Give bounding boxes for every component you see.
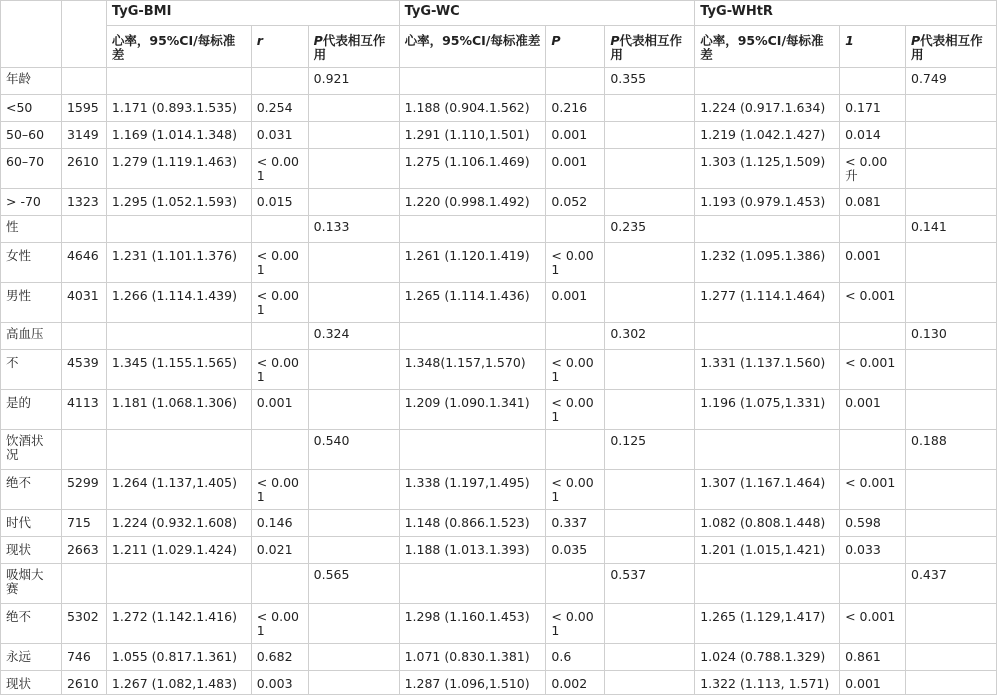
row-label: 50–60 [1,122,62,149]
hr-cell: 1.188 (0.904.1.562) [399,95,546,122]
n-cell [61,68,106,95]
hr-cell [695,216,840,243]
table-row [1,149,997,189]
row-label: > -70 [1,189,62,216]
p-cell [546,430,605,470]
p-interaction-header: P代表相互作用 [308,26,399,68]
p-interaction-cell: 0.125 [605,430,695,470]
table-row [1,350,997,390]
p-interaction-cell [605,122,695,149]
p-cell: < 0.001 [840,350,906,390]
hr-cell: 1.055 (0.817.1.361) [106,644,251,671]
p-cell [251,430,308,470]
p-interaction-cell [906,95,997,122]
p-interaction-header-text: 代表相互作用 [911,33,983,62]
p-interaction-cell [906,243,997,283]
p-cell: 0.001 [840,671,906,695]
hr-cell: 1.291 (1.110,1.501) [399,122,546,149]
n-cell [61,323,106,350]
hr-cell [106,323,251,350]
n-cell: 5299 [61,470,106,510]
hr-cell: 1.265 (1.114.1.436) [399,283,546,323]
p-cell: 0.002 [546,671,605,695]
group-header-tyg-whtr: TyG-WHtR [695,1,997,26]
hr-cell: 1.287 (1.096,1.510) [399,671,546,695]
p-cell: < 0.001 [251,283,308,323]
group-row [1,216,997,243]
hr-cell: 1.348(1.157,1.570) [399,350,546,390]
p-cell: < 0.001 [251,470,308,510]
p-interaction-cell [906,283,997,323]
p-interaction-header: P代表相互作用 [906,26,997,68]
hr-cell [106,430,251,470]
p-interaction-cell [605,189,695,216]
p-interaction-cell [906,390,997,430]
p-cell: 0.081 [840,189,906,216]
p-interaction-cell [906,350,997,390]
hr-cell: 1.279 (1.119.1.463) [106,149,251,189]
hr-cell: 1.267 (1.082,1.483) [106,671,251,695]
p-cell: < 0.001 [546,470,605,510]
table-row [1,283,997,323]
n-cell [61,564,106,604]
hr-cell: 1.277 (1.114.1.464) [695,283,840,323]
table-row [1,604,997,644]
p-interaction-cell [308,644,399,671]
n-cell: 2610 [61,149,106,189]
p-interaction-cell: 0.921 [308,68,399,95]
hr-cell: 1.266 (1.114.1.439) [106,283,251,323]
p-interaction-cell [308,350,399,390]
n-cell: 746 [61,644,106,671]
p-interaction-cell [906,671,997,695]
hr-cell: 1.264 (1.137,1.405) [106,470,251,510]
hr-cell: 1.193 (0.979.1.453) [695,189,840,216]
p-cell: 0.682 [251,644,308,671]
p-interaction-cell [605,243,695,283]
p-interaction-cell [906,604,997,644]
hr-cell: 1.082 (0.808.1.448) [695,510,840,537]
p-cell: 0.861 [840,644,906,671]
hr-cell: 1.169 (1.014.1.348) [106,122,251,149]
row-label: <50 [1,95,62,122]
hr-header: 心率，95%CI/每标准差 [106,26,251,68]
p-cell: 0.001 [840,243,906,283]
row-label: 是的 [1,390,62,430]
p-interaction-cell: 0.188 [906,430,997,470]
p-cell [546,216,605,243]
hr-cell: 1.275 (1.106.1.469) [399,149,546,189]
hr-cell: 1.188 (1.013.1.393) [399,537,546,564]
p-cell: 0.015 [251,189,308,216]
hr-header: 心率，95%CI/每标准差 [695,26,840,68]
n-cell: 2610 [61,671,106,695]
p-cell: < 0.001 [251,604,308,644]
p-interaction-cell [605,350,695,390]
p-cell [840,68,906,95]
p-cell: 0.021 [251,537,308,564]
p-cell: 0.031 [251,122,308,149]
hr-cell [399,68,546,95]
hr-cell [695,68,840,95]
p-interaction-cell [308,671,399,695]
hr-cell: 1.171 (0.893.1.535) [106,95,251,122]
p-interaction-cell: 0.130 [906,323,997,350]
table-row [1,122,997,149]
hr-cell: 1.265 (1.129,1.417) [695,604,840,644]
hr-cell: 1.224 (0.932.1.608) [106,510,251,537]
p-cell: 0.033 [840,537,906,564]
p-interaction-cell [906,537,997,564]
n-cell: 5302 [61,604,106,644]
p-cell: 0.146 [251,510,308,537]
row-label: 吸烟大赛 [1,564,62,604]
p-cell: 0.001 [546,149,605,189]
p-interaction-header: P代表相互作用 [605,26,695,68]
p-cell: < 0.001 [840,604,906,644]
p-interaction-cell [906,149,997,189]
n-cell: 3149 [61,122,106,149]
p-interaction-cell [308,283,399,323]
row-label: 60–70 [1,149,62,189]
p-cell [251,564,308,604]
row-label: 女性 [1,243,62,283]
p-interaction-cell [605,671,695,695]
p-interaction-cell: 0.133 [308,216,399,243]
row-label: 永远 [1,644,62,671]
row-label: 饮酒状况 [1,430,62,470]
row-label: 时代 [1,510,62,537]
hr-cell: 1.181 (1.068.1.306) [106,390,251,430]
p-interaction-cell [906,644,997,671]
n-cell: 4646 [61,243,106,283]
n-cell: 1595 [61,95,106,122]
p-cell: < 0.001 [840,283,906,323]
n-header [61,1,106,68]
hr-cell: 1.071 (0.830.1.381) [399,644,546,671]
p-interaction-cell: 0.749 [906,68,997,95]
p-cell [546,68,605,95]
p-cell: < 0.001 [251,243,308,283]
p-cell [840,430,906,470]
p-interaction-cell [605,510,695,537]
group-header-tyg-wc: TyG-WC [399,1,695,26]
p-cell [251,68,308,95]
row-label: 不 [1,350,62,390]
p-cell: 0.001 [546,283,605,323]
p-cell: 0.6 [546,644,605,671]
p-interaction-cell [605,537,695,564]
hr-cell [695,430,840,470]
p-interaction-cell [605,644,695,671]
p-cell: < 0.001 [546,390,605,430]
hr-cell: 1.232 (1.095.1.386) [695,243,840,283]
p-cell: 0.001 [546,122,605,149]
p-interaction-cell [605,95,695,122]
hr-cell: 1.331 (1.137.1.560) [695,350,840,390]
p-interaction-cell: 0.235 [605,216,695,243]
p-cell: < 0.001 [840,470,906,510]
row-label: 高血压 [1,323,62,350]
p-cell: 0.598 [840,510,906,537]
p-interaction-cell [308,95,399,122]
hr-cell [106,216,251,243]
p-interaction-cell [308,604,399,644]
p-interaction-cell [308,390,399,430]
hr-cell: 1.209 (1.090.1.341) [399,390,546,430]
hr-cell [695,323,840,350]
hr-cell: 1.211 (1.029.1.424) [106,537,251,564]
p-interaction-header-text: 代表相互作用 [610,33,683,62]
p-cell [546,323,605,350]
p-header: 1 [840,26,906,68]
p-interaction-cell [308,149,399,189]
table-row [1,470,997,510]
p-interaction-cell [605,604,695,644]
p-interaction-cell [605,149,695,189]
row-label: 现状 [1,537,62,564]
p-interaction-cell: 0.565 [308,564,399,604]
p-interaction-cell [308,122,399,149]
row-label: 年龄 [1,68,62,95]
row-label: 绝不 [1,604,62,644]
p-cell [840,564,906,604]
n-cell: 1323 [61,189,106,216]
hr-cell: 1.261 (1.120.1.419) [399,243,546,283]
p-cell [251,323,308,350]
p-interaction-cell: 0.302 [605,323,695,350]
p-cell: < 0.001 [546,243,605,283]
p-interaction-cell [605,283,695,323]
p-cell: 0.171 [840,95,906,122]
table-row [1,510,997,537]
p-header: P [546,26,605,68]
p-cell: 0.216 [546,95,605,122]
p-cell: 0.003 [251,671,308,695]
n-cell: 2663 [61,537,106,564]
p-cell [251,216,308,243]
hr-cell: 1.224 (0.917.1.634) [695,95,840,122]
p-interaction-cell [605,390,695,430]
header-group-row [1,1,997,26]
hr-cell: 1.295 (1.052.1.593) [106,189,251,216]
hr-cell: 1.219 (1.042.1.427) [695,122,840,149]
table-row [1,189,997,216]
p-interaction-header-text: 代表相互作用 [313,33,386,62]
hr-cell [399,216,546,243]
header-sub-row [1,26,997,68]
p-cell: < 0.001 [546,604,605,644]
p-cell: < 0.001 [251,149,308,189]
hr-cell: 1.345 (1.155.1.565) [106,350,251,390]
p-interaction-cell: 0.437 [906,564,997,604]
n-cell: 4113 [61,390,106,430]
p-cell: 0.035 [546,537,605,564]
p-interaction-cell [605,470,695,510]
p-interaction-cell: 0.324 [308,323,399,350]
p-interaction-cell [906,122,997,149]
n-cell: 4539 [61,350,106,390]
p-cell: 0.254 [251,95,308,122]
hr-cell [399,430,546,470]
p-interaction-cell: 0.355 [605,68,695,95]
p-cell: < 0.001 [546,350,605,390]
p-interaction-cell: 0.537 [605,564,695,604]
p-cell [840,216,906,243]
hr-cell [106,564,251,604]
p-cell: 0.052 [546,189,605,216]
p-interaction-cell [308,470,399,510]
group-row [1,430,997,470]
hr-cell: 1.220 (0.998.1.492) [399,189,546,216]
group-row [1,564,997,604]
hr-cell [399,323,546,350]
table-row [1,95,997,122]
hr-cell: 1.298 (1.160.1.453) [399,604,546,644]
n-cell [61,430,106,470]
hr-cell: 1.196 (1.075,1.331) [695,390,840,430]
p-interaction-cell [308,510,399,537]
p-cell [840,323,906,350]
p-interaction-cell [906,189,997,216]
p-cell: < 0.00 升 [840,149,906,189]
hr-cell: 1.303 (1.125,1.509) [695,149,840,189]
hr-cell [695,564,840,604]
p-interaction-cell [308,243,399,283]
p-cell [546,564,605,604]
n-cell: 4031 [61,283,106,323]
group-row [1,323,997,350]
table-row [1,644,997,671]
p-interaction-cell [906,510,997,537]
hr-cell: 1.024 (0.788.1.329) [695,644,840,671]
p-cell: 0.001 [840,390,906,430]
table-body [1,68,997,695]
row-label: 现状 [1,671,62,695]
group-row [1,68,997,95]
hr-cell: 1.148 (0.866.1.523) [399,510,546,537]
table-row [1,390,997,430]
hr-cell: 1.338 (1.197,1.495) [399,470,546,510]
hr-header: 心率，95%CI/每标准差 [399,26,546,68]
hr-cell: 1.322 (1.113, 1.571) [695,671,840,695]
n-cell [61,216,106,243]
p-interaction-cell [906,470,997,510]
table-row [1,671,997,695]
hr-cell [106,68,251,95]
p-cell: < 0.001 [251,350,308,390]
p-cell: 0.001 [251,390,308,430]
p-interaction-cell [308,537,399,564]
p-interaction-cell [308,189,399,216]
hr-cell: 1.272 (1.142.1.416) [106,604,251,644]
hr-cell: 1.307 (1.167.1.464) [695,470,840,510]
hr-cell: 1.231 (1.101.1.376) [106,243,251,283]
row-label: 性 [1,216,62,243]
p-header: r [251,26,308,68]
table-row [1,537,997,564]
p-cell: 0.337 [546,510,605,537]
row-label: 男性 [1,283,62,323]
group-header-tyg-bmi: TyG-BMI [106,1,399,26]
p-cell: 0.014 [840,122,906,149]
table-row [1,243,997,283]
p-interaction-cell: 0.141 [906,216,997,243]
row-label: 绝不 [1,470,62,510]
p-interaction-cell: 0.540 [308,430,399,470]
corner-cell [1,1,62,68]
n-cell: 715 [61,510,106,537]
hr-cell: 1.201 (1.015,1.421) [695,537,840,564]
hr-cell [399,564,546,604]
